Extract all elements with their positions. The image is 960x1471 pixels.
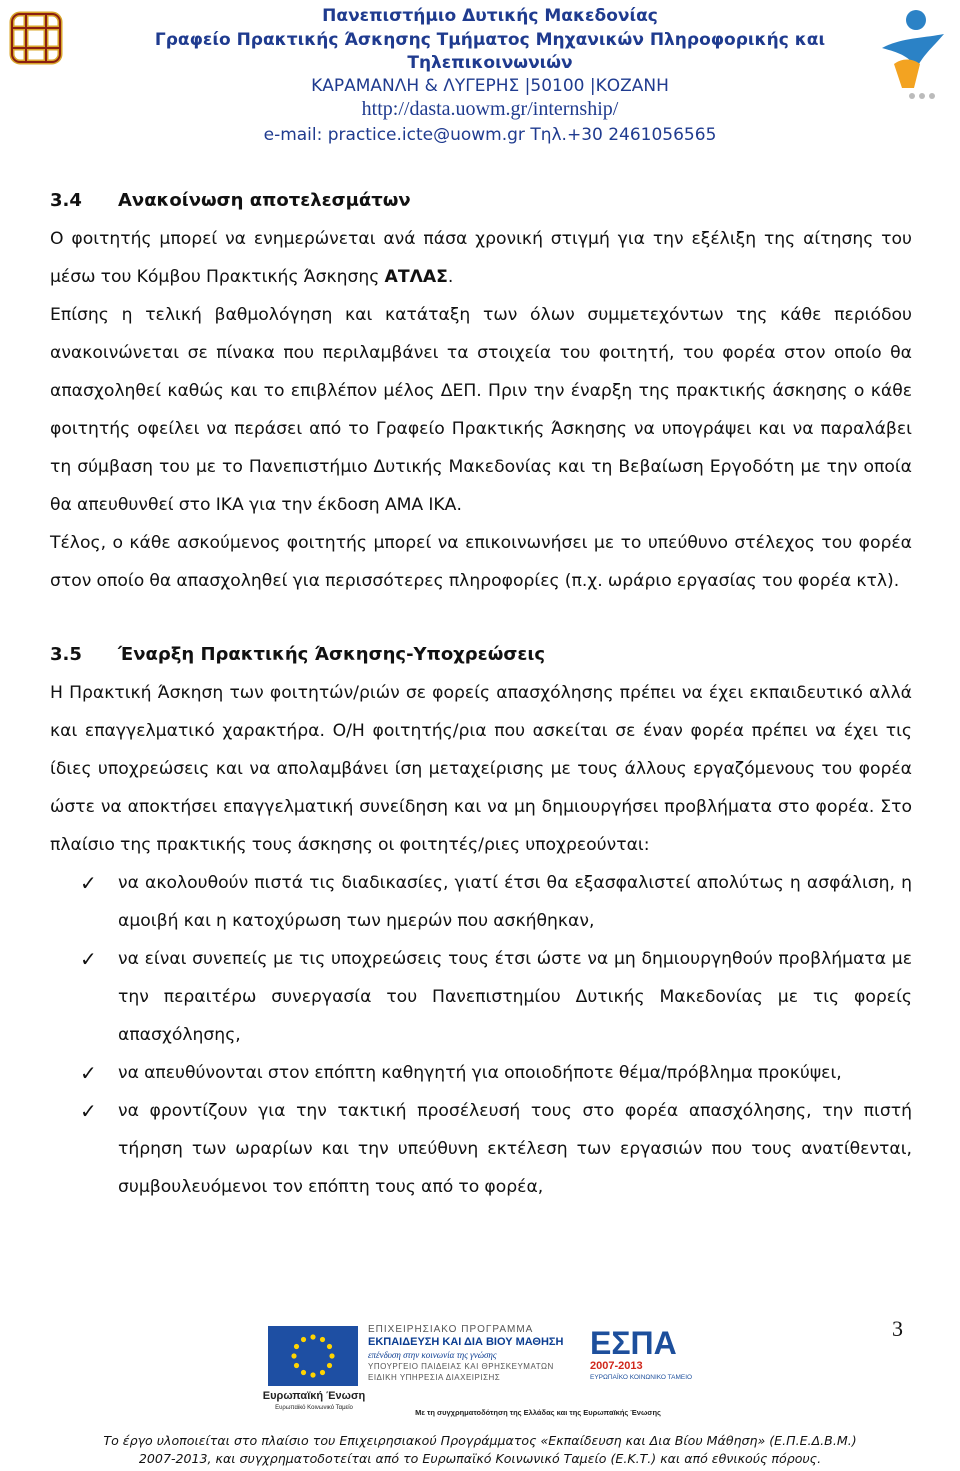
service-name: ΕΙΔΙΚΗ ΥΠΗΡΕΣΙΑ ΔΙΑΧΕΙΡΙΣΗΣ [368, 1373, 501, 1382]
office-contact[interactable]: e-mail: practice.icte@uowm.gr Τηλ.+30 2461056565 [263, 125, 717, 145]
op-program: ΕΠΙΧΕΙΡΗΣΙΑΚΟ ΠΡΟΓΡΑΜΜΑ [368, 1324, 534, 1335]
paragraph-results-p3: Τέλος, ο κάθε ασκούμενος φοιτητής μπορεί να επικοινωνήσει με το υπεύθυνο στέλεχος του φορέα στον οποίο θα απασχοληθεί για περισσότερες πληροφορίες (π.χ. ωράριο εργασίας του φορέα κτλ). [50, 533, 912, 591]
eu-star-icon [294, 1363, 299, 1368]
espa-logo [590, 1326, 710, 1400]
eu-star-icon [320, 1370, 325, 1375]
funding-logos [260, 1322, 710, 1422]
page-number: 3 [892, 1316, 903, 1341]
eu-star-icon [310, 1372, 315, 1377]
section-title: Έναρξη Πρακτικής Άσκησης-Υποχρεώσεις [118, 644, 546, 665]
section-3-5-heading [50, 636, 912, 674]
eu-flag-icon [268, 1326, 358, 1386]
checkmark-icon: ✓ [80, 871, 97, 895]
footer-line: Το έργο υλοποιείται στο πλαίσιο του Επιχειρησιακού Προγράμματος «Εκπαίδευση και Δια Βίου Μάθηση» (Ε.Π.Ε.Δ.Β.Μ.) [103, 1433, 857, 1448]
checkmark-icon: ✓ [80, 1061, 97, 1085]
cofunding-note: Με τη συγχρηματοδότηση της Ελλάδας και της Ευρωπαϊκής Ένωσης [415, 1408, 661, 1417]
list-item [50, 864, 912, 940]
paragraph-end: . [447, 267, 454, 287]
footer-funding-text [0, 1432, 960, 1468]
eu-star-icon [320, 1337, 325, 1342]
checkmark-icon: ✓ [80, 1099, 97, 1123]
op-name: ΕΚΠΑΙΔΕΥΣΗ ΚΑΙ ΔΙΑ ΒΙΟΥ ΜΑΘΗΣΗ [368, 1336, 564, 1348]
list-item [50, 1092, 912, 1206]
list-item [50, 1054, 912, 1092]
list-item-text: να απευθύνονται στον επόπτη καθηγητή για οποιοδήποτε θέμα/πρόβλημα προκύψει, [118, 1063, 842, 1083]
office-name-line1: Γραφείο Πρακτικής Άσκησης Τμήματος Μηχανικών Πληροφορικής και [154, 30, 826, 50]
eu-star-icon [301, 1370, 306, 1375]
paragraph-results-p2: Επίσης η τελική βαθμολόγηση και κατάταξη των όλων συμμετεχόντων της κάθε περιόδου ανακοινώνεται σε πίνακα που περιλαμβάνει τα στοιχεία του φοιτητή, του φορέα στον οποίο θα απασχοληθεί καθώς και το επιβλέπον μέλος ΔΕΠ. Πριν την έναρξη της πρακτικής άσκησης ο κάθε φοιτητής οφείλει να περάσει από το Γραφείο Πρακτικής Άσκησης να υπογράψει και να παραλάβει τη σύμβαση του με το Πανεπιστήμιο Δυτικής Μακεδονίας και τη Βεβαίωση Εργοδότη με την οποία θα απευθυνθεί στο ΙΚΑ για την έκδοση ΑΜΑ ΙΚΑ. [50, 305, 912, 515]
ministry-name: ΥΠΟΥΡΓΕΙΟ ΠΑΙΔΕΙΑΣ ΚΑΙ ΘΡΗΣΚΕΥΜΑΤΩΝ [368, 1362, 554, 1371]
list-item-text: να φροντίζουν για την τακτική προσέλευσή τους στο φορέα απασχόλησης, την πιστή τήρηση των ωραρίων και την υπεύθυνη εκτέλεση των εργασιών που τους ανατίθενται, συμβουλευόμενοι τον επόπτη τους από το φορέα, [118, 1101, 912, 1197]
university-knot-logo-icon [4, 6, 68, 70]
list-item-text: να είναι συνεπείς με τις υποχρεώσεις τους έτσι ώστε να μη δημιουργηθούν προβλήματα με την περαιτέρω συνεργασία του Πανεπιστημίου Δυτικής Μακεδονίας με τις φορείς απασχόλησης, [118, 949, 912, 1045]
atlas-name: ΑΤΛΑΣ [384, 267, 448, 287]
eu-star-icon [329, 1353, 334, 1358]
obligations-list [50, 864, 912, 1206]
paragraph-obligations-intro: Η Πρακτική Άσκηση των φοιτητών/ριών σε φορείς απασχόλησης πρέπει να έχει εκπαιδευτικό αλλά και επαγγελματικό χαρακτήρα. Ο/Η φοιτητής/ρια που ασκείται σε έναν φορέα πρέπει να έχει τις ίδιες υποχρεώσεις και να απολαμβάνει ίση μεταχείρισης με τους άλλους εργαζόμενους του φορέα ώστε να αποκτήσει επαγγελματική συνείδηση και να μη δημιουργήσει προβλήματα στο φορέα. Στο πλαίσιο της πρακτικής τους άσκησης οι φοιτητές/ριες υποχρεούνται: [50, 683, 912, 855]
paragraph-results-p1 [50, 220, 912, 296]
office-name-line2: Τηλεπικοινωνιών [407, 53, 573, 73]
espa-fund: ΕΥΡΩΠΑΪΚΟ ΚΟΙΝΩΝΙΚΟ ΤΑΜΕΙΟ [590, 1374, 693, 1381]
op-motto: επένδυση στην κοινωνία της γνώσης [368, 1350, 497, 1360]
eu-star-icon [291, 1353, 296, 1358]
document-body [50, 182, 912, 1206]
eu-star-icon [294, 1344, 299, 1349]
section-3-4-heading [50, 182, 912, 220]
office-website[interactable]: http://dasta.uowm.gr/internship/ [361, 98, 619, 120]
eu-name: Ευρωπαϊκή Ένωση [262, 1390, 366, 1402]
checkmark-icon: ✓ [80, 947, 97, 971]
eu-star-icon [327, 1363, 332, 1368]
section-number: 3.4 [50, 190, 82, 211]
paragraph-text: Ο φοιτητής μπορεί να ενημερώνεται ανά πάσα χρονική στιγμή για την εξέλιξη της αίτησης του μέσω του Κόμβου Πρακτικής Άσκησης [50, 229, 912, 287]
section-title: Ανακοίνωση αποτελεσμάτων [118, 190, 411, 211]
footer-line: 2007-2013, και συγχρηματοδοτείται από το Ευρωπαϊκό Κοινωνικό Ταμείο (Ε.Κ.Τ.) και από εθνικούς πόρους. [138, 1451, 822, 1466]
eu-star-icon [310, 1334, 315, 1339]
eu-label [262, 1390, 366, 1414]
list-item-text: να ακολουθούν πιστά τις διαδικασίες, γιατί έτσι θα εξασφαλιστεί απολύτως η ασφάλιση, η αμοιβή και η κατοχύρωση των ημερών που ασκήθηκαν, [118, 873, 912, 931]
eu-star-icon [327, 1344, 332, 1349]
espa-word: ΕΣΠΑ [590, 1325, 677, 1361]
list-item [50, 940, 912, 1054]
internship-figure-logo-icon [872, 8, 952, 103]
eu-star-icon [301, 1337, 306, 1342]
university-name: Πανεπιστήμιο Δυτικής Μακεδονίας [322, 6, 658, 26]
section-number: 3.5 [50, 644, 82, 665]
office-address: ΚΑΡΑΜΑΝΛΗ & ΛΥΓΕΡΗΣ |50100 |ΚΟΖΑΝΗ [311, 76, 669, 96]
espa-years: 2007-2013 [590, 1360, 643, 1372]
letterhead [0, 0, 960, 160]
eu-fund: Ευρωπαϊκό Κοινωνικό Ταμείο [275, 1405, 353, 1411]
operational-programme-logo [368, 1324, 586, 1402]
